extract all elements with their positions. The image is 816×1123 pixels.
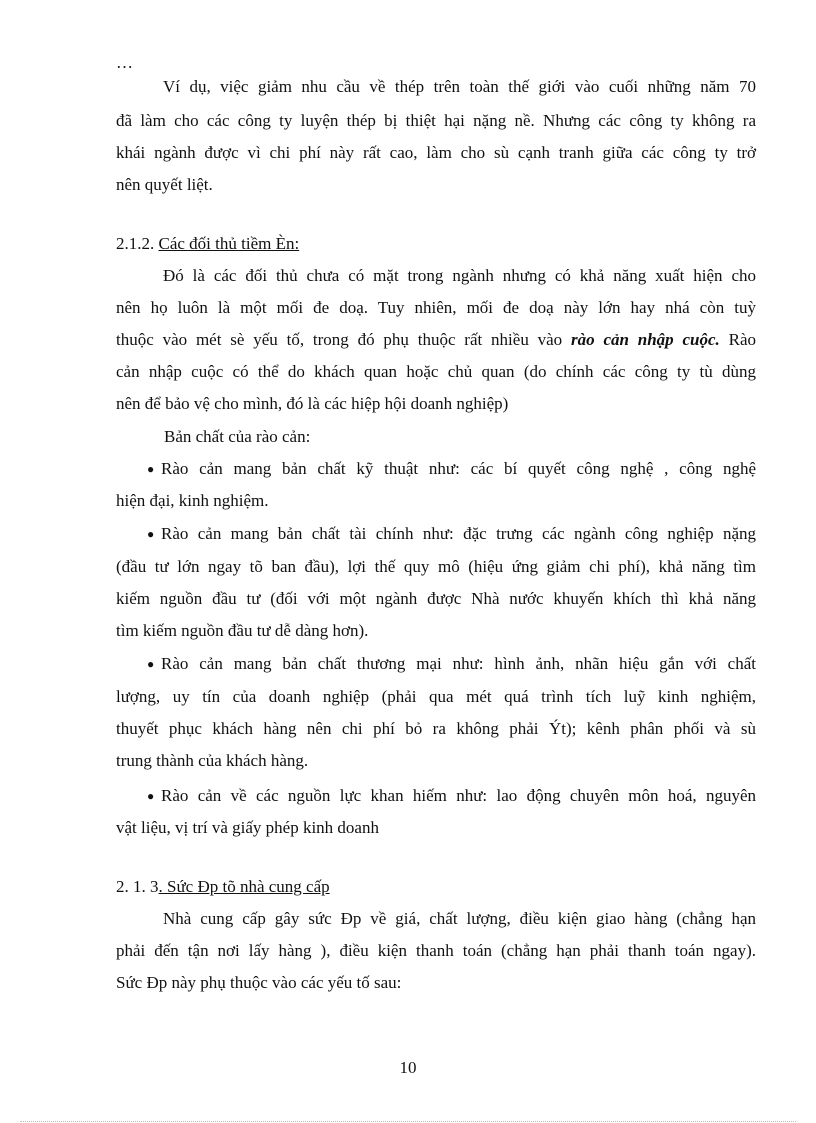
paragraph-line: thuyết phục khách hàng nên chi phí bỏ ra không phải Ýt); kênh phân phối và sù — [116, 719, 756, 738]
ellipsis-line: … — [116, 53, 133, 72]
subheading-barriers: Bản chất của rào cản: — [164, 427, 311, 446]
paragraph-line: Nhà cung cấp gây sức Ðp về giá, chất lượng, điều kiện giao hàng (chẳng hạn — [163, 909, 756, 928]
bullet-icon: ● — [147, 657, 155, 671]
paragraph-line: Sức Ðp này phụ thuộc vào các yếu tố sau: — [116, 973, 402, 992]
paragraph-line: cản nhập cuộc có thể do khách quan hoặc chủ quan (do chính các công ty tù dùng — [116, 362, 756, 381]
paragraph-line: phải đến tận nơi lấy hàng ), điều kiện thanh toán (chẳng hạn phải thanh toán ngay). — [116, 941, 756, 960]
paragraph-line: kiếm nguồn đầu tư (đối với một ngành được Nhà nước khuyến khích thì khả năng — [116, 589, 756, 608]
section-heading-2-1-3 — [116, 876, 756, 898]
page-number: 10 — [399, 1058, 417, 1077]
paragraph-line: nên họ luôn là một mối đe doạ. Tuy nhiên, mối đe doạ này lớn hay nhá còn tuỳ — [116, 298, 756, 317]
paragraph-line: đã làm cho các công ty luyện thép bị thiệt hại nặng nề. Nhưng các công ty không ra — [116, 111, 756, 130]
paragraph-line: lượng, uy tín của doanh nghiệp (phải qua mét quá trình tích luỹ kinh nghiệm, — [116, 687, 756, 706]
paragraph-line: nên quyết liệt. — [116, 175, 213, 194]
section-number: 2.1.2. — [116, 234, 159, 253]
paragraph-line: vật liệu, vị trí và giấy phép kinh doanh — [116, 818, 379, 837]
paragraph-line: tìm kiếm nguồn đầu tư dễ dàng hơn). — [116, 621, 369, 640]
bullet-item: ● Rào cản mang bản chất tài chính như: đặc trưng các ngành công nghiệp nặng — [147, 524, 756, 543]
paragraph-line: Đó là các đối thủ chưa có mặt trong ngành nhưng có khả năng xuất hiện cho — [163, 266, 756, 285]
paragraph-line: (đầu tư lớn ngay tõ ban đầu), lợi thế quy mô (hiệu ứng giảm chi phí), khả năng tìm — [116, 557, 756, 576]
bullet-icon: ● — [147, 789, 155, 803]
paragraph-line: nên để bảo vệ cho mình, đó là các hiệp hội doanh nghiệp) — [116, 394, 509, 413]
page-bottom-divider — [20, 1121, 796, 1122]
emphasis-text: rào cản nhập cuộc. — [571, 330, 720, 349]
bullet-item: ● Rào cản mang bản chất kỹ thuật như: các bí quyết công nghệ , công nghệ — [147, 459, 756, 478]
bullet-item: ● Rào cản về các nguồn lực khan hiếm như: lao động chuyên môn hoá, nguyên — [147, 786, 756, 805]
section-number: 2. 1. 3 — [116, 877, 159, 896]
bullet-icon: ● — [147, 527, 155, 541]
section-title: Các đối thủ tiềm Èn: — [158, 234, 300, 253]
bullet-icon: ● — [147, 462, 155, 476]
paragraph-line: hiện đại, kinh nghiệm. — [116, 491, 269, 510]
section-heading-2-1-2 — [116, 233, 756, 255]
section-title: . Sức Ðp tõ nhà cung cấp — [158, 877, 330, 896]
bullet-item: ● Rào cản mang bản chất thương mại như: hình ảnh, nhãn hiệu gắn với chất — [147, 654, 756, 673]
paragraph-line: khái ngành được vì chi phí này rất cao, làm cho sù cạnh tranh giữa các công ty trở — [116, 143, 756, 162]
paragraph-line: trung thành của khách hàng. — [116, 751, 309, 770]
paragraph-line: Ví dụ, việc giảm nhu cầu về thép trên toàn thế giới vào cuối những năm 70 — [163, 77, 756, 96]
paragraph-line: thuộc vào mét sè yếu tố, trong đó phụ thuộc rất nhiều vào rào cản nhập cuộc. Rào — [116, 330, 756, 349]
